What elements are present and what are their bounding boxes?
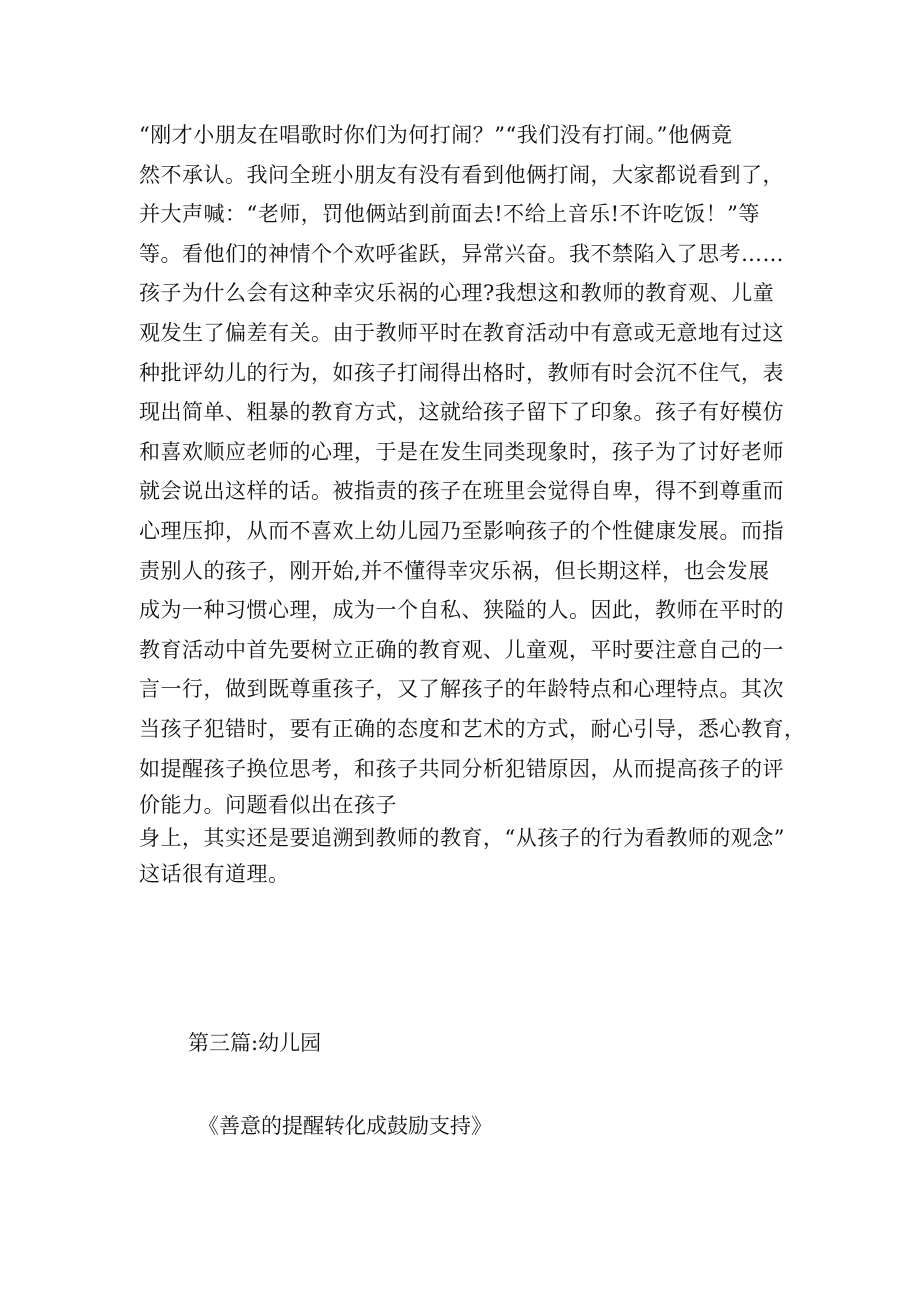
text-line: 言一行，做到既尊重孩子，又了解孩子的年龄特点和心理特点。其次 [139, 677, 784, 702]
text-line: 等。看他们的神情个个欢呼雀跃，异常兴奋。我不禁陷入了思考…… [139, 241, 784, 266]
text-line: 观发生了偏差有关。由于教师平时在教育活动中有意或无意地有过这 [139, 320, 784, 345]
book-title: 《善意的提醒转化成鼓励支持》 [198, 1114, 492, 1138]
text-line: 如提醒孩子换位思考，和孩子共同分析犯错原因，从而提高孩子的评 [139, 756, 784, 781]
article-body [139, 116, 806, 895]
text-line: 心理压抑，从而不喜欢上幼儿园乃至影响孩子的个性健康发展。而指 [139, 518, 784, 543]
text-line: 当孩子犯错时，要有正确的态度和艺术的方式，耐心引导，悉心教育， [139, 716, 806, 741]
text-line: 成为一种习惯心理，成为一个自私、狭隘的人。因此，教师在平时的 [139, 598, 784, 623]
text-line: 责别人的孩子，刚开始,并不懂得幸灾乐祸，但长期这样，也会发展 [139, 558, 770, 583]
text-line: 教育活动中首先要树立正确的教育观、儿童观，平时要注意自己的一 [139, 637, 784, 662]
text-line: 身上，其实还是要追溯到教师的教育，“从孩子的行为看教师的观念” [139, 826, 785, 851]
text-line: 这话很有道理。 [139, 862, 290, 887]
text-line: 然不承认。我问全班小朋友有没有看到他俩打闹，大家都说看到了， [139, 162, 784, 187]
text-line: 现出简单、粗暴的教育方式，这就给孩子留下了印象。孩子有好模仿 [139, 400, 784, 425]
section-heading: 第三篇:幼儿园 [188, 1031, 322, 1055]
text-line: “刚才小朋友在唱歌时你们为何打闹？”“我们没有打闹。”他俩竟 [139, 123, 733, 147]
text-line: 种批评幼儿的行为，如孩子打闹得出格时，教师有时会沉不住气，表 [139, 360, 784, 385]
text-line: 价能力。问题看似出在孩子 [139, 793, 397, 818]
text-line: 和喜欢顺应老师的心理，于是在发生同类现象时，孩子为了讨好老师 [139, 439, 784, 464]
text-line: 就会说出这样的话。被指责的孩子在班里会觉得自卑，得不到尊重而 [139, 479, 784, 504]
text-line: 孩子为什么会有这种幸灾乐祸的心理?我想这和教师的教育观、儿童 [139, 281, 775, 306]
text-line: 并大声喊：“老师，罚他俩站到前面去!不给上音乐!不许吃饭！”等 [139, 202, 760, 227]
